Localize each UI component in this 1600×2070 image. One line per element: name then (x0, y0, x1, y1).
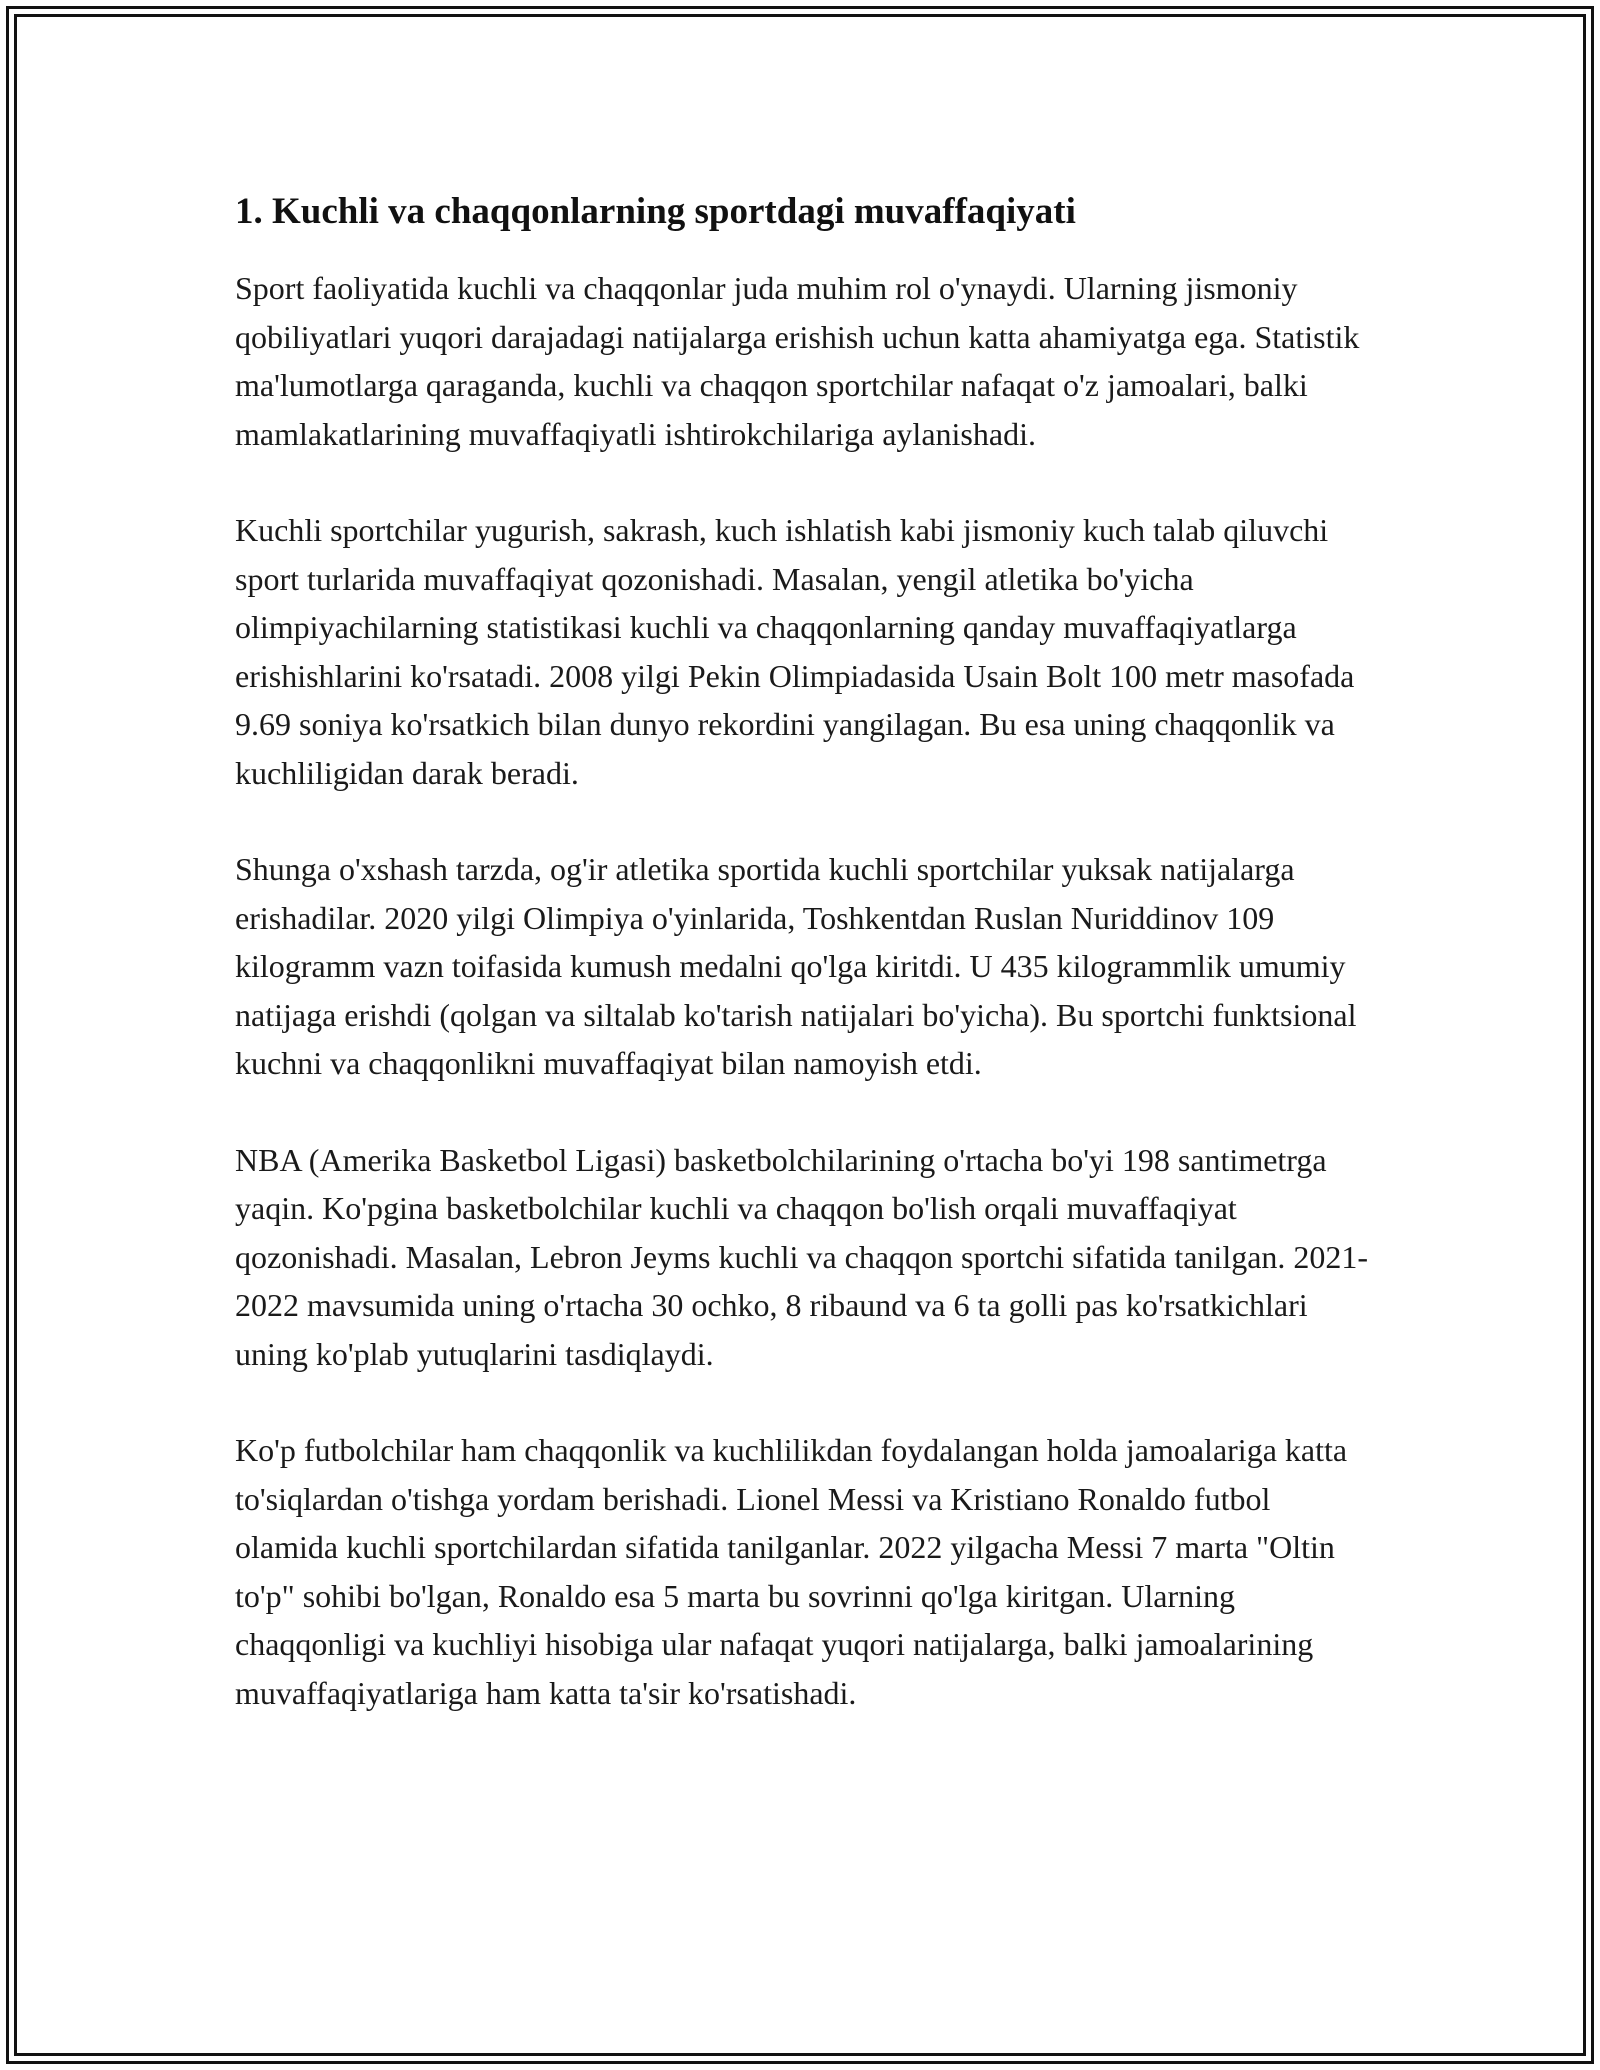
paragraph-1: Sport faoliyatida kuchli va chaqqonlar juda muhim rol o'ynaydi. Ularning jismoniy qobiliyatlari yuqori darajadagi natijalarga erishish uchun katta ahamiyatga ega. Statistik ma'lumotlarga qaraganda, kuchli va chaqqon sportchilar nafaqat o'z jamoalari, balki mamlakatlarining muvaffaqiyatli ishtirokchilariga aylanishadi. (235, 270, 1360, 452)
document-body (235, 188, 1375, 1765)
paragraph-2: Kuchli sportchilar yugurish, sakrash, kuch ishlatish kabi jismoniy kuch talab qiluvchi sport turlarida muvaffaqiyat qozonishadi. Masalan, yengil atletika bo'yicha olimpiyachilarning statistikasi kuchli va chaqqonlarning qanday muvaffaqiyatlarga erishishlarini ko'rsatadi. 2008 yilgi Pekin Olimpiadasida Usain Bolt 100 metr masofada 9.69 soniya ko'rsatkich bilan dunyo rekordini yangilagan. Bu esa uning chaqqonlik va kuchliligidan darak beradi. (235, 512, 1355, 791)
paragraph-4: NBA (Amerika Basketbol Ligasi) basketbolchilarining o'rtacha bo'yi 198 santimetrga yaqin. Ko'pgina basketbolchilar kuchli va chaqqon bo'lish orqali muvaffaqiyat qozonishadi. Masalan, Lebron Jeyms kuchli va chaqqon sportchi sifatida tanilgan. 2021-2022 mavsumida uning o'rtacha 30 ochko, 8 ribaund va 6 ta golli pas ko'rsatkichlari uning ko'plab yutuqlarini tasdiqlaydi. (235, 1141, 1369, 1372)
paragraph-3: Shunga o'xshash tarzda, og'ir atletika sportida kuchli sportchilar yuksak natijalarga erishadilar. 2020 yilgi Olimpiya o'yinlarida, Toshkentdan Ruslan Nuriddinov 109 kilogramm vazn toifasida kumush medalni qo'lga kiritdi. U 435 kilogrammlik umumiy natijaga erishdi (qolgan va siltalab ko'tarish natijalari bo'yicha). Bu sportchi funktsional kuchni va chaqqonlikni muvaffaqiyat bilan namoyish etdi. (235, 851, 1357, 1081)
paragraph-5: Ko'p futbolchilar ham chaqqonlik va kuchlilikdan foydalangan holda jamoalariga katta to'siqlardan o'tishga yordam berishadi. Lionel Messi va Kristiano Ronaldo futbol olamida kuchli sportchilardan sifatida tanilganlar. 2022 yilgacha Messi 7 marta "Oltin to'p" sohibi bo'lgan, Ronaldo esa 5 marta bu sovrinni qo'lga kiritgan. Ularning chaqqonligi va kuchliyi hisobiga ular nafaqat yuqori natijalarga, balki jamoalarining muvaffaqiyatlariga ham katta ta'sir ko'rsatishadi. (235, 1432, 1348, 1711)
section-heading: 1. Kuchli va chaqqonlarning sportdagi muvaffaqiyati (235, 191, 1076, 232)
